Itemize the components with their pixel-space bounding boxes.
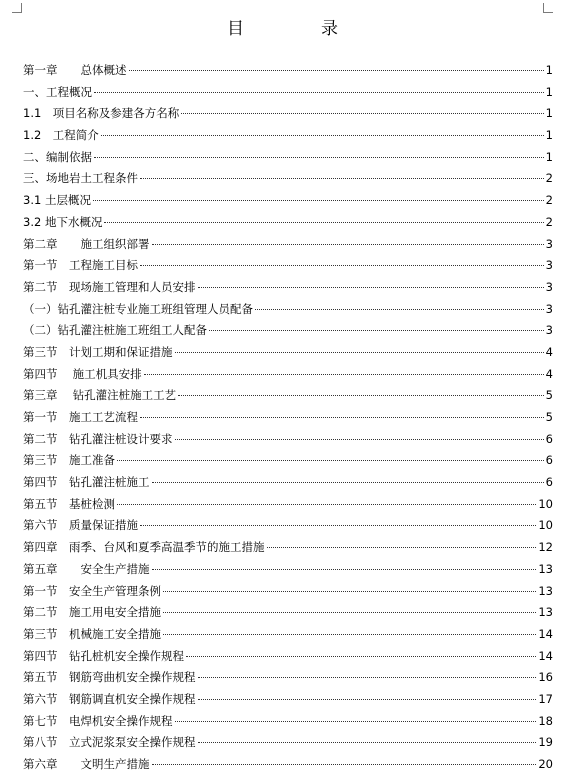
toc-entry-label: 二、编制依据	[23, 149, 92, 164]
toc-entry-label: 第一节 工程施工目标	[23, 258, 138, 273]
toc-entry-label: 第一节 施工工艺流程	[23, 410, 138, 424]
toc-entry-label: 第二章 施工组织部署	[23, 236, 150, 251]
toc-entry-label: 第五节 基桩检测	[23, 496, 115, 511]
dot-leader	[209, 330, 544, 331]
dot-leader	[104, 222, 543, 223]
toc-entry-label: 第六节 质量保证措施	[23, 518, 138, 533]
toc-entry-page: 17	[538, 691, 553, 706]
toc-entry-page: 1	[545, 106, 553, 121]
dot-leader	[140, 178, 544, 179]
toc-entry-label: 第六节 钢筋调直机安全操作规程	[23, 691, 196, 706]
toc-entry-page: 20	[538, 757, 553, 771]
toc-entry[interactable]	[23, 494, 553, 516]
toc-entry[interactable]	[23, 537, 553, 559]
page-corner-mark-left	[12, 3, 22, 13]
toc-entry-label: 三、场地岩土工程条件	[23, 171, 138, 186]
dot-leader	[198, 699, 537, 700]
toc-entry-page: 12	[538, 540, 553, 555]
toc-entry[interactable]	[23, 472, 553, 494]
toc-entry[interactable]	[23, 407, 553, 429]
toc-entry-label: 第一节 安全生产管理条例	[23, 583, 161, 598]
dot-leader	[163, 612, 536, 613]
toc-entry-label: 第八节 立式泥浆泵安全操作规程	[23, 735, 196, 750]
toc-entry[interactable]	[23, 147, 553, 169]
toc-entry[interactable]	[23, 212, 553, 234]
toc-entry-label: 第三节 施工准备	[23, 453, 115, 468]
toc-entry-page: 3	[545, 279, 553, 294]
dot-leader	[163, 591, 536, 592]
dot-leader	[175, 352, 544, 353]
toc-entry-page: 3	[545, 236, 553, 251]
toc-entry[interactable]	[23, 711, 553, 733]
toc-entry-label: 第三节 计划工期和保证措施	[23, 344, 173, 359]
dot-leader	[178, 395, 544, 396]
toc-entry[interactable]	[23, 364, 553, 386]
toc-entry[interactable]	[23, 342, 553, 364]
dot-leader	[101, 135, 544, 136]
toc-entry-page: 18	[538, 713, 553, 728]
toc-entry-page: 1	[545, 149, 553, 164]
toc-entry-page: 1	[545, 128, 553, 143]
toc-entry[interactable]	[23, 515, 553, 537]
toc-entry-page: 10	[538, 518, 553, 533]
toc-entry-label: （二）钻孔灌注桩施工班组工人配备	[23, 323, 207, 338]
dot-leader	[198, 742, 537, 743]
toc-entry-page: 3	[545, 258, 553, 273]
toc-entry-page: 6	[545, 475, 553, 490]
toc-entry-page: 19	[538, 735, 553, 750]
toc-entry[interactable]	[23, 103, 553, 125]
toc-entry-page: 16	[538, 670, 553, 685]
toc-entry[interactable]	[23, 581, 553, 603]
dot-leader	[152, 764, 537, 765]
toc-entry[interactable]	[23, 299, 553, 321]
toc-entry[interactable]	[23, 624, 553, 646]
toc-entry[interactable]	[23, 255, 553, 277]
toc-entry-page: 4	[545, 366, 553, 381]
dot-leader	[152, 482, 544, 483]
toc-entry[interactable]	[23, 429, 553, 451]
toc-entry-page: 4	[545, 344, 553, 359]
toc-entry-page: 2	[545, 214, 553, 229]
toc-entry-label: 第三章 钻孔灌注桩施工工艺	[23, 388, 177, 403]
toc-entry-label: 第二节 钻孔灌注桩设计要求	[23, 431, 173, 446]
toc-entry-label: 1.1 项目名称及参建各方名称	[23, 106, 180, 121]
toc-entry-page: 3	[545, 323, 553, 338]
dot-leader	[152, 244, 544, 245]
toc-entry-page: 2	[545, 193, 553, 208]
toc-entry-label: 第一章 总体概述	[23, 63, 127, 77]
toc-entry-label: 第四节 钻孔桩机安全操作规程	[23, 648, 184, 663]
toc-entry-label: 第二节 现场施工管理和人员安排	[23, 279, 196, 294]
dot-leader	[117, 504, 536, 505]
dot-leader	[255, 309, 544, 310]
toc-entry-label: 第四章 雨季、台风和夏季高温季节的施工措施	[23, 540, 265, 555]
toc-entry[interactable]	[23, 689, 553, 711]
dot-leader	[94, 92, 544, 93]
toc-entry[interactable]	[23, 277, 553, 299]
toc-entry-label: 3.2 地下水概况	[23, 214, 103, 229]
toc-entry-page: 5	[545, 388, 553, 403]
toc-title: 目 录	[227, 19, 368, 39]
dot-leader	[175, 721, 537, 722]
dot-leader	[140, 417, 544, 418]
toc-entry-label: 第六章 文明生产措施	[23, 757, 150, 771]
toc-entry-label: 一、工程概况	[23, 84, 92, 99]
dot-leader	[181, 113, 543, 114]
toc-entry[interactable]	[23, 559, 553, 581]
dot-leader	[117, 460, 544, 461]
dot-leader	[267, 547, 537, 548]
toc-entry-page: 13	[538, 561, 553, 576]
toc-entry[interactable]	[23, 125, 553, 147]
toc-entry[interactable]	[23, 60, 553, 82]
toc-entry-page: 2	[545, 171, 553, 186]
dot-leader	[198, 287, 544, 288]
toc-entry[interactable]	[23, 667, 553, 689]
toc-entry[interactable]	[23, 602, 553, 624]
dot-leader	[144, 374, 544, 375]
toc-entry[interactable]	[23, 385, 553, 407]
toc-entry[interactable]	[23, 190, 553, 212]
toc-entry-label: 第五章 安全生产措施	[23, 561, 150, 576]
toc-entry-label: 第四节 施工机具安排	[23, 366, 142, 381]
toc-entry-page: 13	[538, 583, 553, 598]
dot-leader	[140, 525, 536, 526]
toc-entry-label: 第四节 钻孔灌注桩施工	[23, 475, 150, 490]
dot-leader	[175, 439, 544, 440]
dot-leader	[129, 70, 544, 71]
toc-entry[interactable]	[23, 234, 553, 256]
toc-entry-page: 14	[538, 648, 553, 663]
toc-entry-page: 1	[545, 63, 553, 77]
dot-leader	[186, 656, 536, 657]
toc-entry[interactable]	[23, 646, 553, 668]
toc-entry-page: 10	[538, 496, 553, 511]
toc-entry-page: 13	[538, 605, 553, 620]
page-corner-mark-right	[543, 3, 553, 13]
dot-leader	[163, 634, 536, 635]
dot-leader	[140, 265, 544, 266]
toc-entry-page: 3	[545, 301, 553, 316]
toc-entry-page: 6	[545, 453, 553, 468]
toc-entry-label: （一）钻孔灌注桩专业施工班组管理人员配备	[23, 301, 253, 316]
dot-leader	[93, 200, 544, 201]
toc-entry-page: 14	[538, 626, 553, 641]
dot-leader	[152, 569, 537, 570]
dot-leader	[198, 677, 537, 678]
toc-entry-page: 6	[545, 431, 553, 446]
toc-entry-page: 5	[545, 410, 553, 424]
toc-entry-label: 3.1 土层概况	[23, 193, 91, 208]
toc-entry[interactable]	[23, 450, 553, 472]
toc-entry-label: 第五节 钢筋弯曲机安全操作规程	[23, 670, 196, 685]
toc-entry-label: 1.2 工程简介	[23, 128, 99, 143]
toc-entry-label: 第七节 电焊机安全操作规程	[23, 713, 173, 728]
toc-entry[interactable]	[23, 168, 553, 190]
toc-entry-label: 第二节 施工用电安全措施	[23, 605, 161, 620]
toc-entry[interactable]	[23, 732, 553, 754]
toc-entry[interactable]	[23, 320, 553, 342]
toc-entry[interactable]	[23, 82, 553, 104]
toc-entry[interactable]	[23, 754, 553, 776]
toc-list	[23, 60, 553, 776]
dot-leader	[94, 157, 544, 158]
toc-entry-label: 第三节 机械施工安全措施	[23, 626, 161, 641]
toc-entry-page: 1	[545, 84, 553, 99]
